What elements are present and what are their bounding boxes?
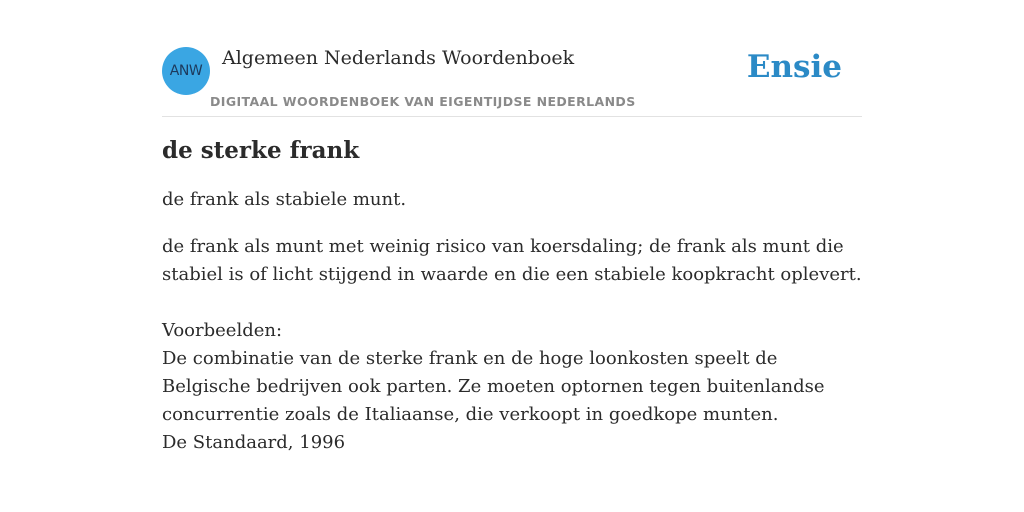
site-subtitle: DIGITAAL WOORDENBOEK VAN EIGENTIJDSE NEDERLANDS — [210, 94, 636, 109]
anw-logo[interactable] — [162, 47, 210, 95]
entry-term: de sterke frank — [162, 137, 360, 164]
examples-label: Voorbeelden: — [162, 320, 283, 341]
site-title[interactable]: Algemeen Nederlands Woordenboek — [222, 47, 575, 69]
long-definition: de frank als munt met weinig risico van koersdaling; de frank als munt die stabiel is of licht stijgend in waarde en die een stabiele koopkracht oplevert. — [162, 236, 862, 285]
entry-content — [162, 137, 862, 457]
example-text: De combinatie van de sterke frank en de hoge loonkosten speelt de Belgische bedrijven ook parten. Ze moeten optornen tegen buitenlandse concurrentie zoals de Italiaanse, die verkoopt in goedkope munten. — [162, 348, 825, 425]
short-definition: de frank als stabiele munt. — [162, 189, 407, 210]
logo-text: ANW — [169, 63, 203, 79]
site-header — [162, 44, 862, 117]
example-source: De Standaard, 1996 — [162, 432, 346, 453]
ensie-brand-logo[interactable]: Ensie — [746, 49, 842, 85]
